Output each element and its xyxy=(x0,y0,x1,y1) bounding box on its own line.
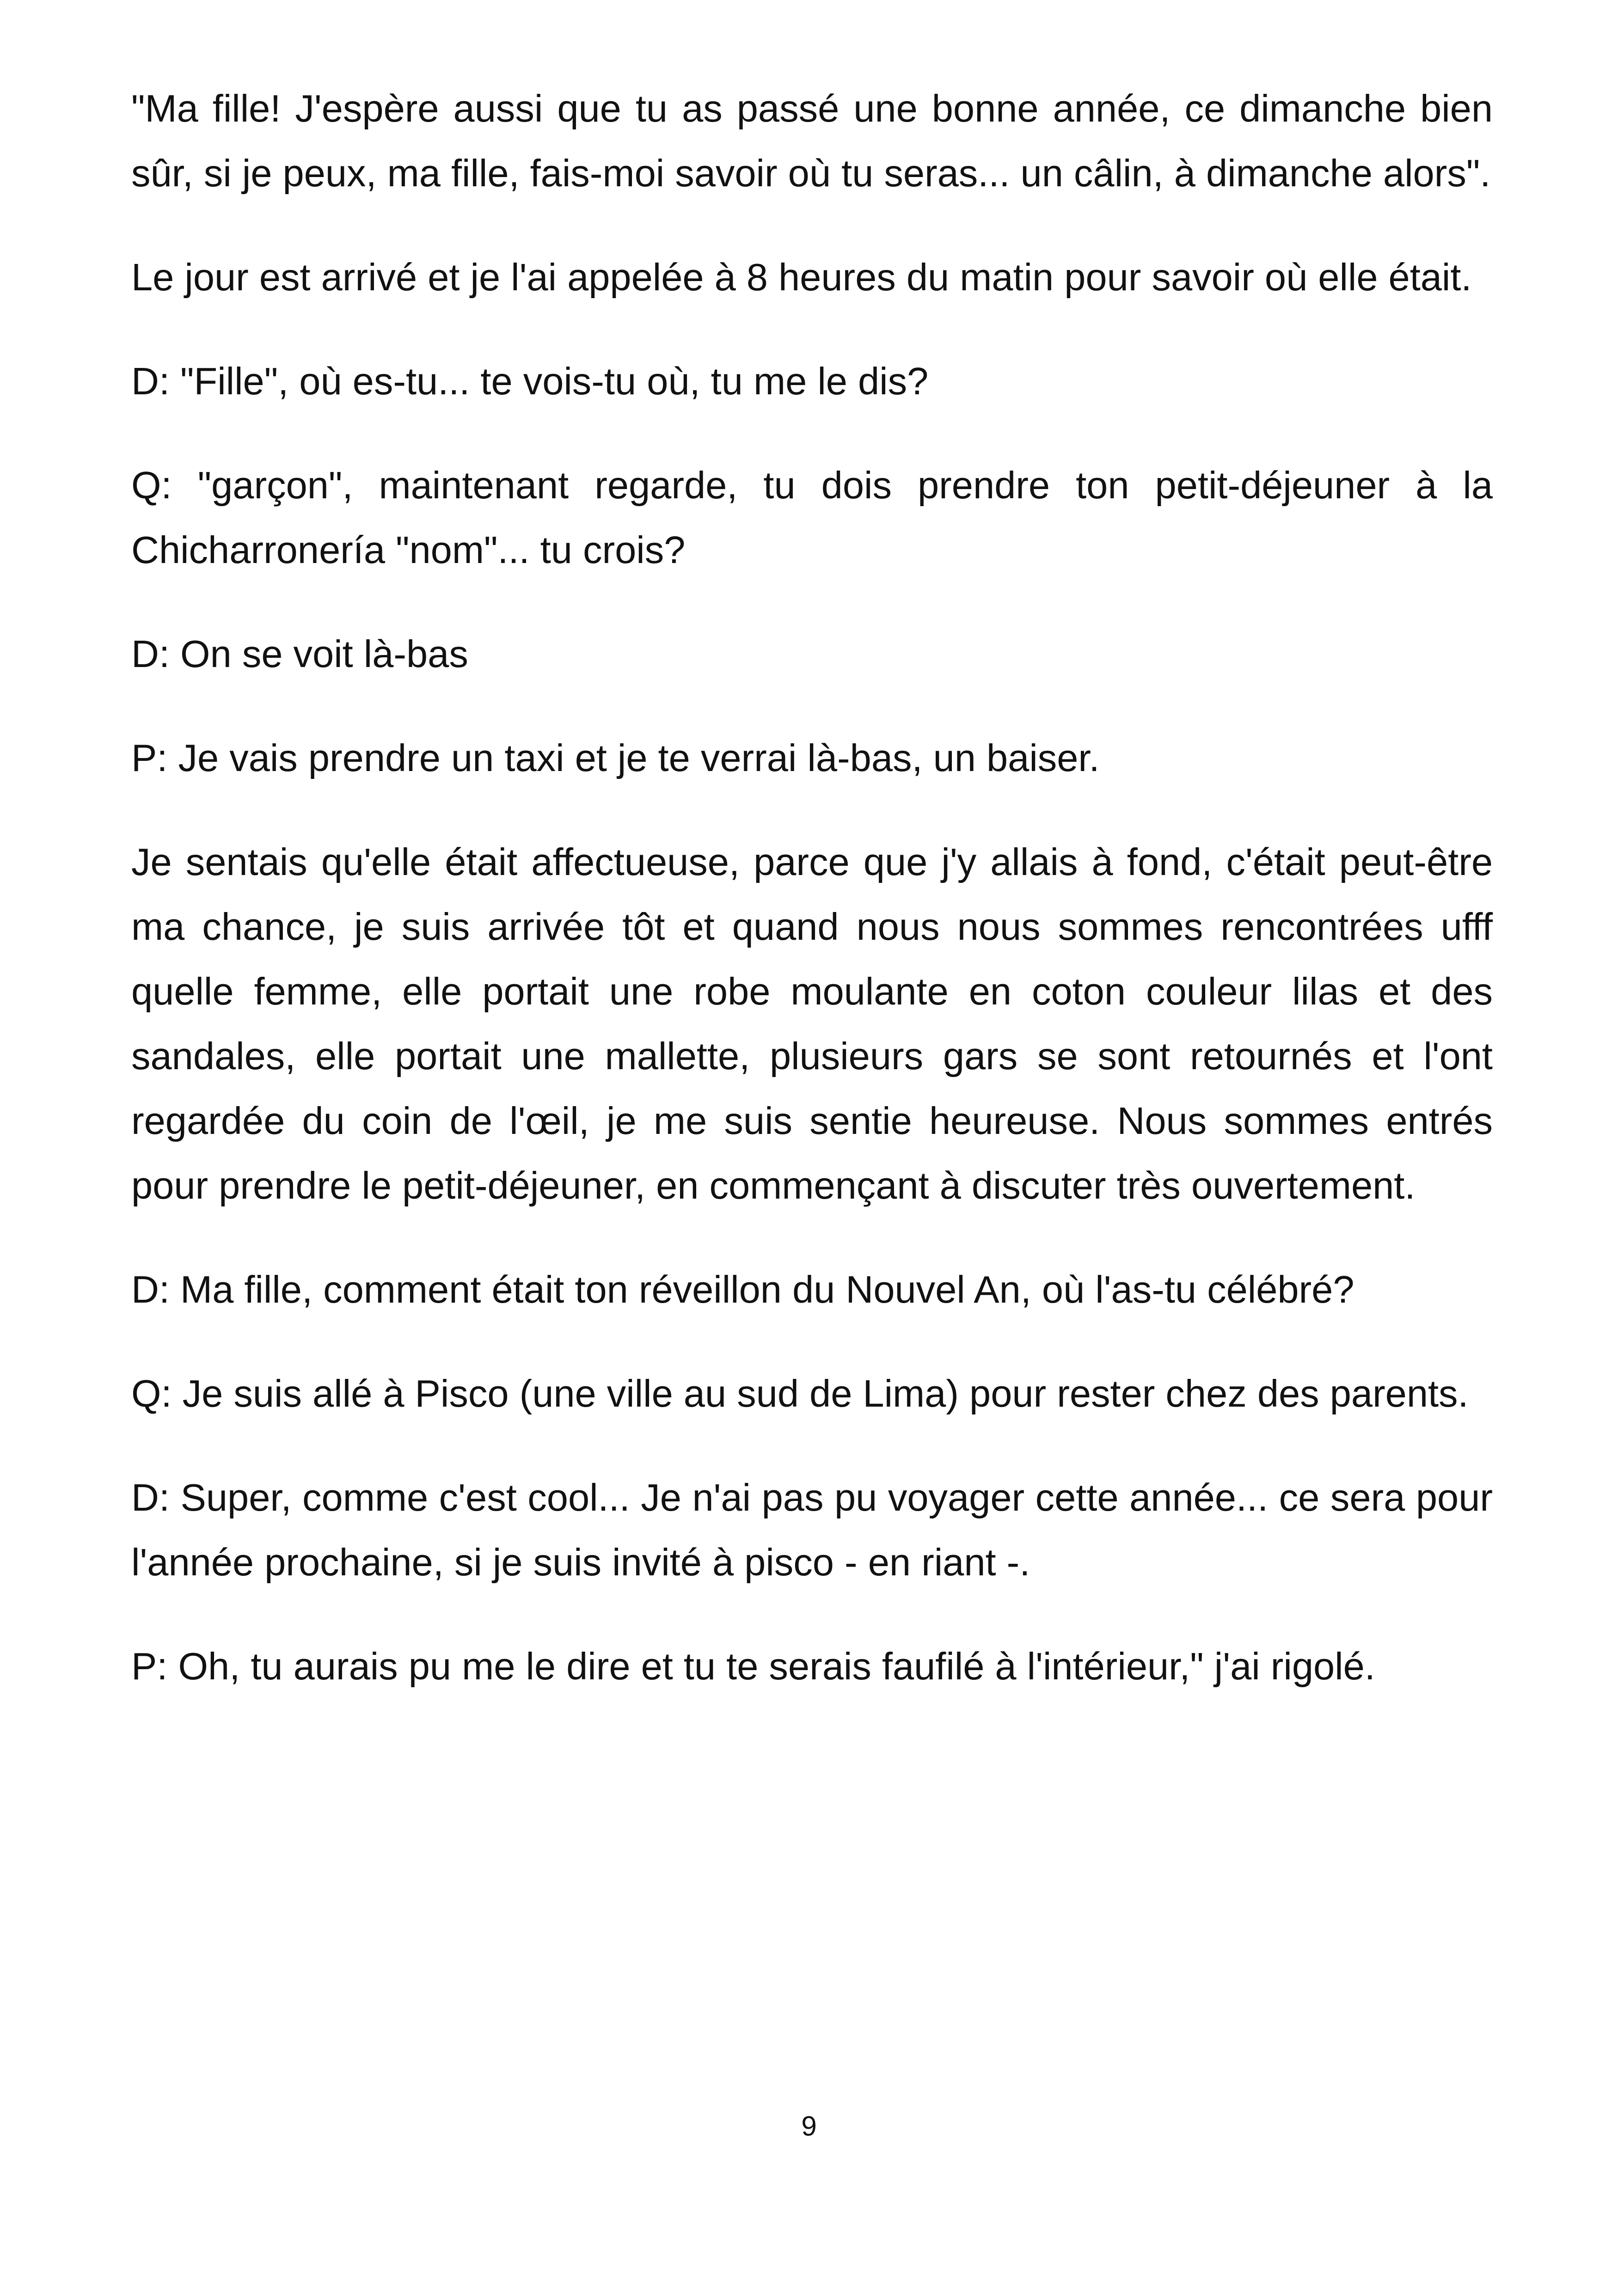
paragraph-greeting: "Ma fille! J'espère aussi que tu as passé une bonne année, ce dimanche bien sûr, si je peux, ma fille, fais-moi savoir où tu seras... un câlin, à dimanche alors". xyxy=(131,87,1493,195)
paragraph-meeting: Je sentais qu'elle était affectueuse, parce que j'y allais à fond, c'était peut-être ma chance, je suis arrivée tôt et quand nous nous sommes rencontrées ufff quelle femme, elle portait une robe moulante en coton couleur lilas et des sandales, elle portait une mallette, plusieurs gars se sont retournés et l'ont regardée du coin de l'œil, je me suis sentie heureuse. Nous sommes entrés pour prendre le petit-déjeuner, en commençant à discuter très ouvertement. xyxy=(131,840,1493,1207)
dialogue-line: P: Je vais prendre un taxi et je te verrai là-bas, un baiser. xyxy=(131,736,1100,779)
paragraph-phone-call: Le jour est arrivé et je l'ai appelée à 8 heures du matin pour savoir où elle était. xyxy=(131,256,1472,299)
dialogue-line: D: Ma fille, comment était ton réveillon du Nouvel An, où l'as-tu célébré? xyxy=(131,1268,1354,1311)
dialogue-line: D: "Fille", où es-tu... te vois-tu où, tu me le dis? xyxy=(131,360,929,403)
dialogue-line: D: Super, comme c'est cool... Je n'ai pas pu voyager cette année... ce sera pour l'année prochaine, si je suis invité à pisco - en riant -. xyxy=(131,1476,1493,1584)
dialogue-line: D: On se voit là-bas xyxy=(131,632,468,675)
dialogue-line: P: Oh, tu aurais pu me le dire et tu te serais faufilé à l'intérieur," j'ai rigolé. xyxy=(131,1645,1375,1688)
body-text xyxy=(131,76,1493,1738)
dialogue-line: Q: Je suis allé à Pisco (une ville au sud de Lima) pour rester chez des parents. xyxy=(131,1372,1469,1415)
dialogue-line: Q: "garçon", maintenant regarde, tu dois prendre ton petit-déjeuner à la Chicharronería "nom"... tu crois? xyxy=(131,464,1493,571)
page-number: 9 xyxy=(801,2111,817,2142)
